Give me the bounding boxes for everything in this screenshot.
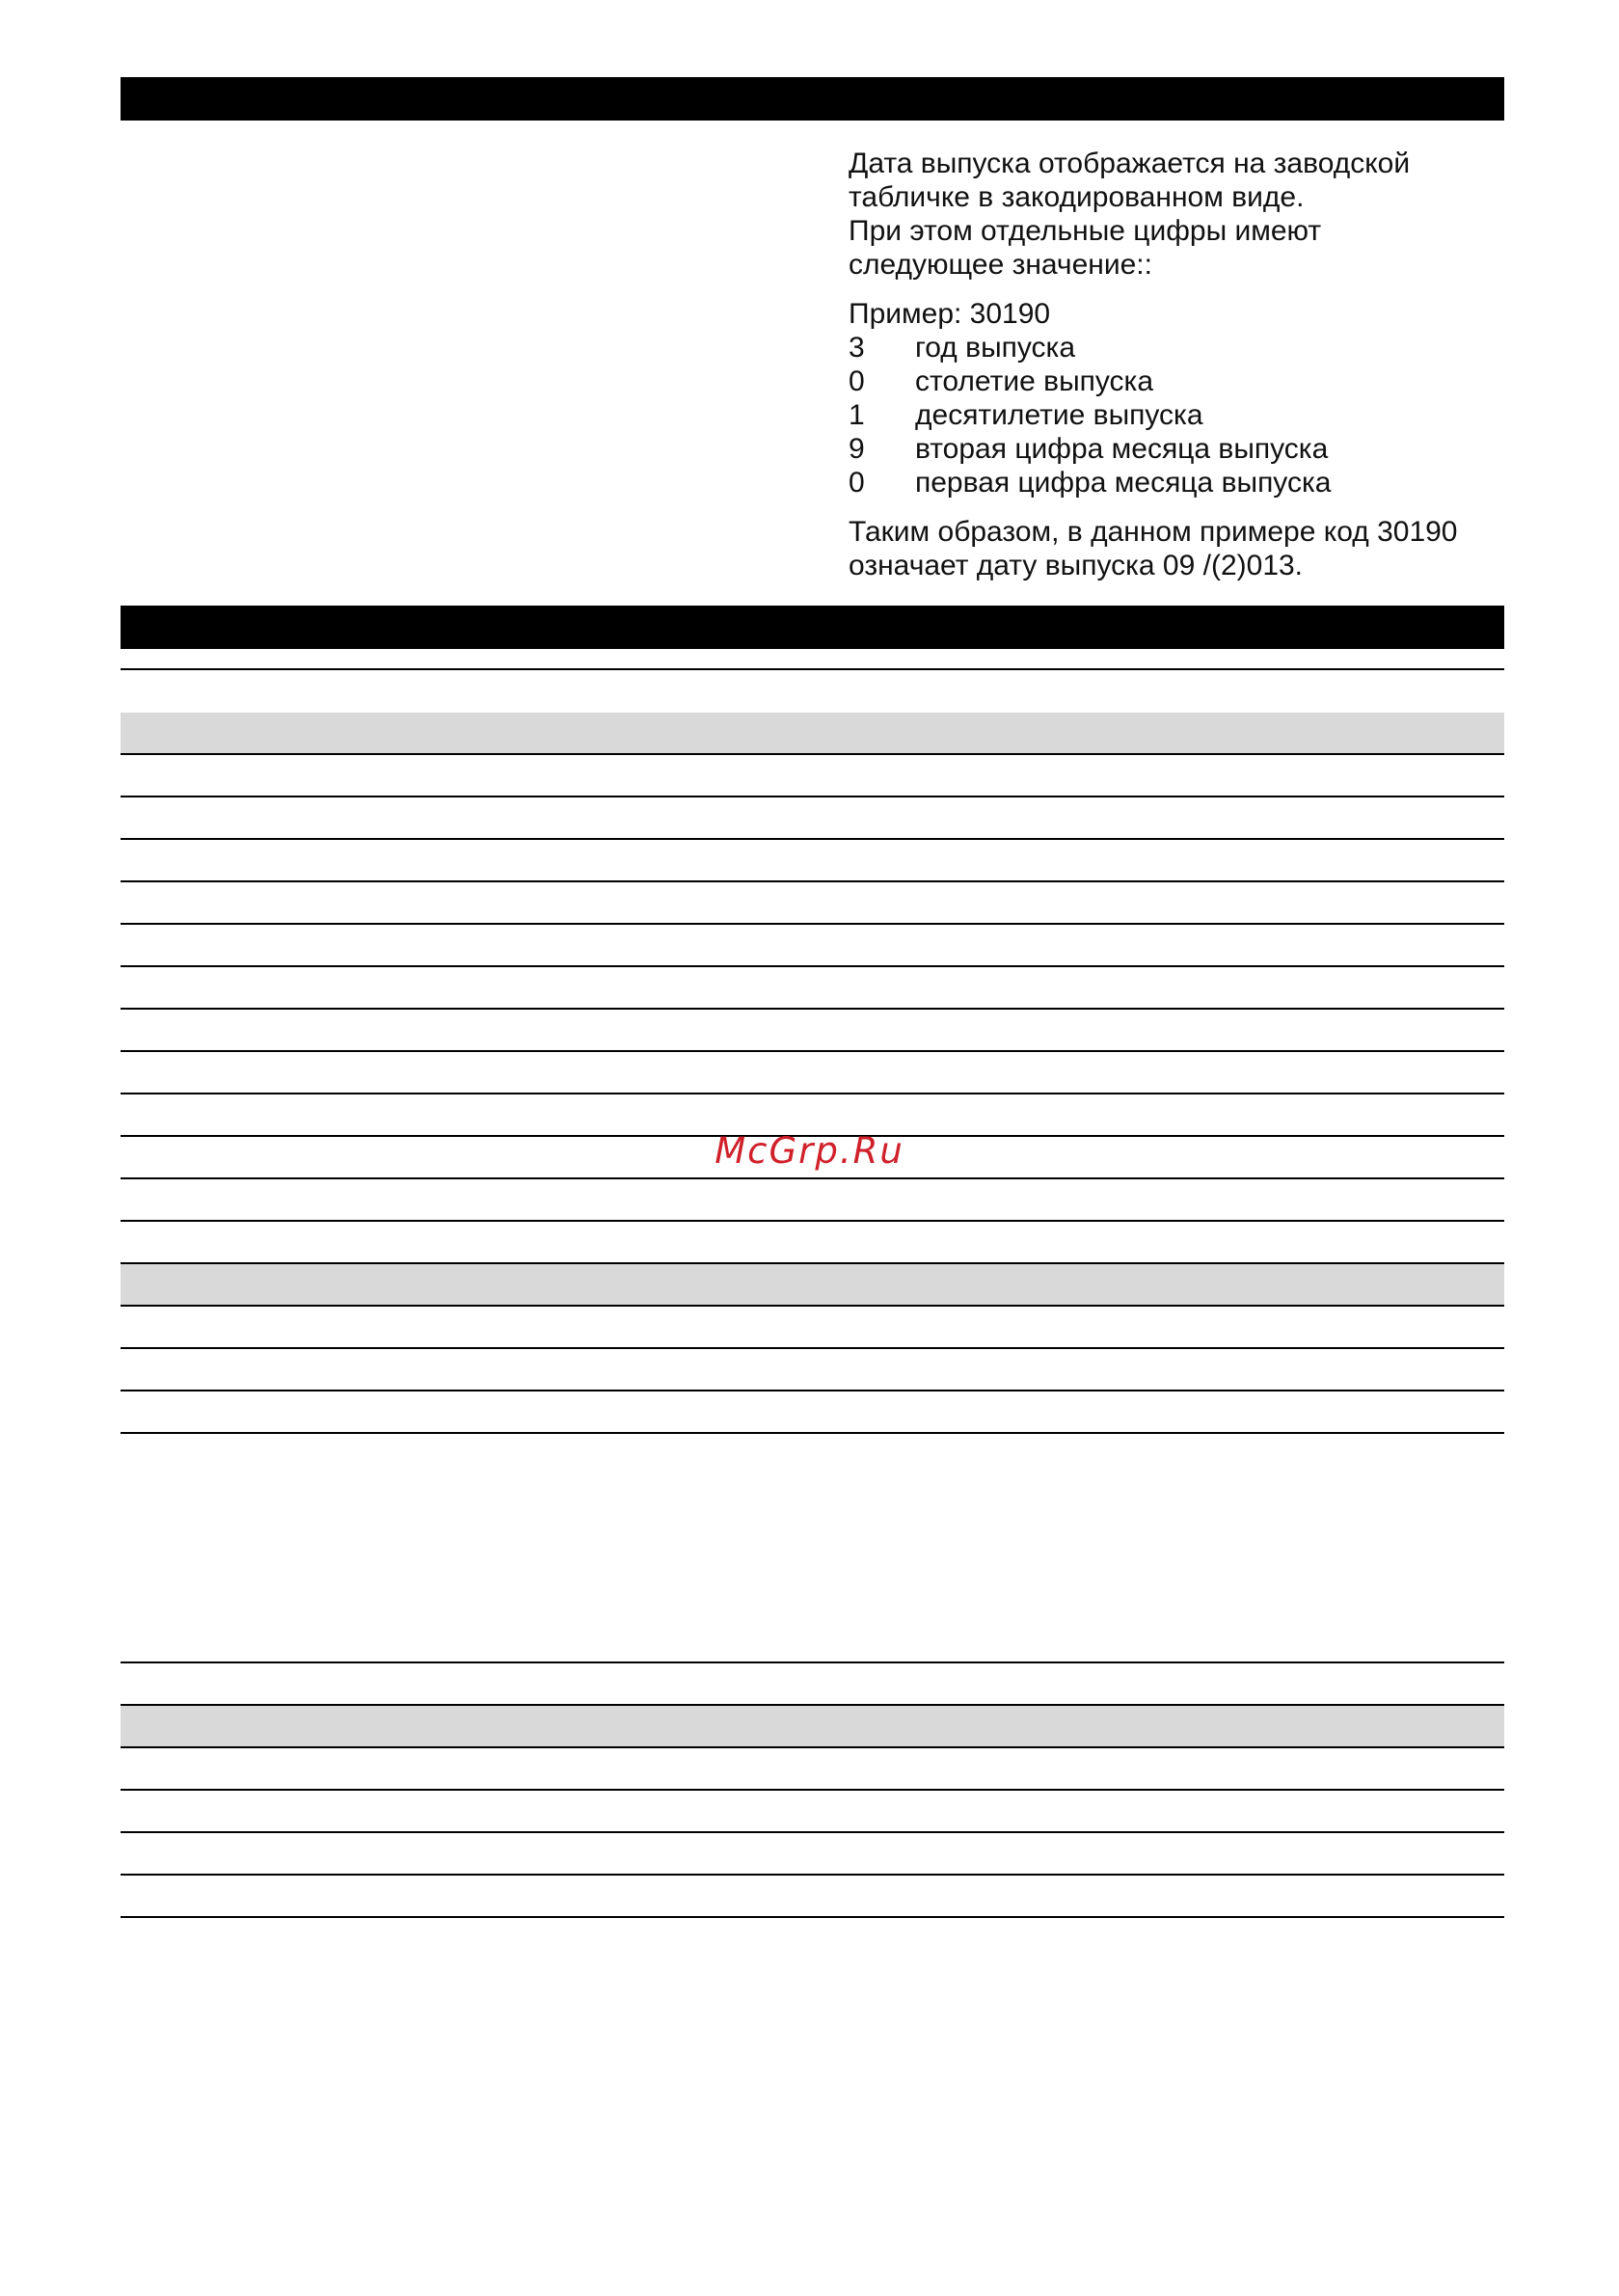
header-bar-top: [121, 77, 1504, 121]
intro-text-line-1: Дата выпуска отображается на заводской: [849, 148, 1411, 179]
table-row: [121, 1748, 1504, 1791]
digit-value: 0: [849, 365, 865, 397]
table-row: [121, 1052, 1504, 1094]
table-row: [121, 1876, 1504, 1918]
date-code-info: [849, 147, 1504, 582]
table-row: [121, 1391, 1504, 1434]
table-row: [121, 797, 1504, 840]
digit-row: [849, 432, 1504, 466]
digit-row: [849, 365, 1504, 398]
table-row: [121, 967, 1504, 1010]
table-row: [121, 925, 1504, 967]
digit-row: [849, 398, 1504, 432]
digit-meaning: первая цифра месяца выпуска: [915, 467, 1332, 499]
table-row: [121, 882, 1504, 925]
digit-meaning: вторая цифра месяца выпуска: [915, 433, 1329, 465]
table-row-section: [121, 1264, 1504, 1307]
digit-value: 9: [849, 433, 865, 465]
table-row: [121, 840, 1504, 882]
table-row: [121, 628, 1504, 670]
table-row: [121, 1179, 1504, 1222]
table-row: [121, 1833, 1504, 1876]
digit-value: 3: [849, 332, 865, 364]
table-row-section: [121, 1706, 1504, 1748]
digit-meaning: год выпуска: [915, 332, 1076, 364]
intro-text-line-3: При этом отдельные цифры имеют: [849, 215, 1322, 247]
digit-row: [849, 331, 1504, 365]
conclusion-text-line-2: означает дату выпуска 09 /(2)013.: [849, 550, 1304, 581]
watermark-text: McGrp.Ru: [715, 1130, 904, 1172]
table-row: [121, 1222, 1504, 1264]
digit-meaning: столетие выпуска: [915, 365, 1154, 397]
table-row: [121, 755, 1504, 797]
digit-row: [849, 466, 1504, 500]
table-row: [121, 1663, 1504, 1706]
table-row: [121, 1791, 1504, 1833]
digit-value: 0: [849, 467, 865, 499]
intro-text-line-2: табличке в закодированном виде.: [849, 181, 1305, 213]
conclusion-text-line-1: Таким образом, в данном примере код 30190: [849, 516, 1458, 548]
intro-text-line-4: следующее значение::: [849, 249, 1152, 281]
table-row: [121, 1307, 1504, 1349]
table-row: [121, 1349, 1504, 1391]
digit-meaning: десятилетие выпуска: [915, 399, 1203, 431]
table-row: [121, 1621, 1504, 1663]
table-row: [121, 1010, 1504, 1052]
example-label: Пример: 30190: [849, 298, 1051, 330]
table-row-section: [121, 713, 1504, 755]
digit-value: 1: [849, 399, 865, 431]
